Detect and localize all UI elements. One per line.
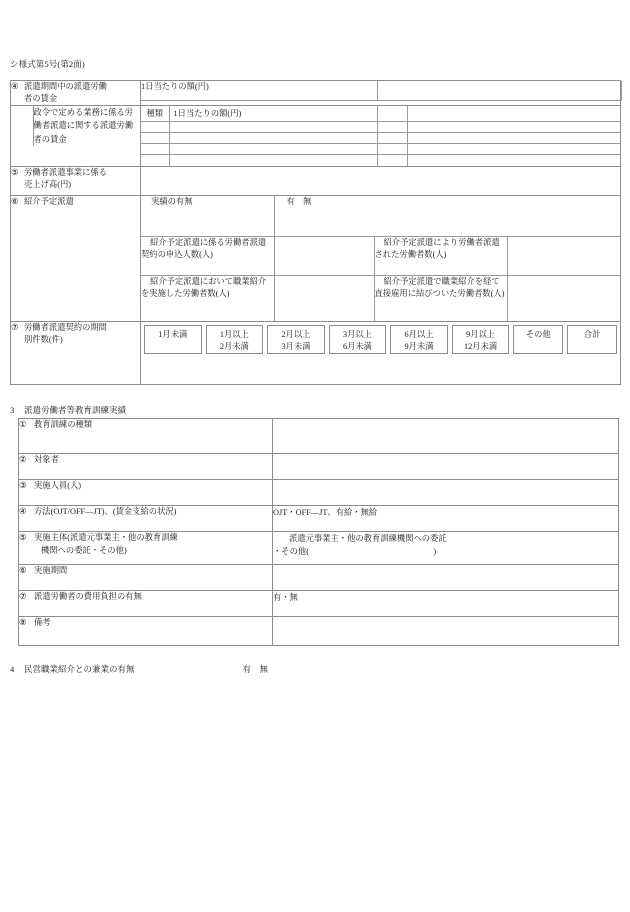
- period-box[interactable]: [390, 325, 448, 354]
- row4-label-cell: [11, 81, 141, 106]
- row6-subrow: [141, 236, 621, 275]
- period-label-line1: 3月以上: [342, 329, 372, 339]
- row6-sub1-left-input[interactable]: [274, 236, 374, 275]
- s3-row7-value[interactable]: 有・無: [273, 591, 619, 617]
- table-row-contract-periods: [11, 321, 621, 384]
- s3-row6-label-text: 実施期間: [34, 566, 68, 575]
- row4-index: ④: [11, 82, 19, 91]
- s3-row4-label-text: 方法(OJT/OFF—JT)、(賃金支給の状況): [34, 507, 177, 516]
- s3-row1-label-text: 教育訓練の種類: [34, 420, 93, 429]
- row6-sub2-left-label: 紹介予定派遣において職業紹介を実施した労働者数(人): [141, 275, 274, 321]
- row6-performance-row: [141, 196, 621, 237]
- s3-row5-index: ⑤: [19, 533, 27, 542]
- s3-row1-label: [19, 419, 273, 454]
- row6-content-cell: [141, 195, 621, 321]
- row4-inner-grid: [141, 81, 622, 101]
- row4-sub-label: 政令で定める業務に係る労働者派遣に関する派遣労働者の賃金: [33, 106, 140, 146]
- row4-kind-input-4[interactable]: [141, 155, 169, 166]
- row4-sub-indent-spacer: [11, 106, 33, 146]
- s3-row4-label: [19, 506, 273, 532]
- period-label-line1: 6月以上: [404, 329, 434, 339]
- s3-row2-label: [19, 454, 273, 480]
- period-label-line1: 合計: [583, 329, 601, 339]
- period-box[interactable]: [452, 325, 510, 354]
- row4-amount-input-4[interactable]: [169, 155, 377, 166]
- table-row: [19, 506, 619, 532]
- s3-row5-value-line2: ・その他( ): [273, 547, 437, 557]
- table-row-intro-dispatch: [11, 195, 621, 321]
- row4-blank-entry[interactable]: [141, 155, 621, 166]
- table-row: [19, 454, 619, 480]
- s3-row6-label: [19, 565, 273, 591]
- s3-row3-label: [19, 480, 273, 506]
- s3-row6-value[interactable]: [273, 565, 619, 591]
- period-box-total[interactable]: [567, 325, 617, 354]
- section3-heading: [10, 404, 126, 416]
- s3-row4-value[interactable]: OJT・OFF—JT、有給・無給: [273, 506, 619, 532]
- row4-extra-input-2a[interactable]: [377, 133, 407, 144]
- row7-label-cell: [11, 321, 141, 384]
- row4-sub-label-cell: [11, 106, 141, 167]
- s3-row1-index: ①: [19, 420, 27, 429]
- row6-sub1-right-input[interactable]: [507, 236, 621, 275]
- row4-label-line1: 派遣期間中の派遣労働: [24, 82, 107, 91]
- form-code-label: シ様式第5号(第2面): [10, 59, 85, 69]
- row4-extra-input-1b[interactable]: [407, 122, 621, 133]
- row4-sub-label-grid: [11, 106, 140, 146]
- period-box-other[interactable]: [513, 325, 563, 354]
- row4-amount-input-1[interactable]: [169, 122, 377, 133]
- row4-extra-input-3a[interactable]: [377, 144, 407, 155]
- s3-row8-value[interactable]: [273, 617, 619, 646]
- row5-index: ⑤: [11, 167, 19, 177]
- row5-label-line1: 労働者派遣事業に係る: [24, 167, 107, 177]
- training-record-table: [18, 418, 619, 646]
- row6-label-cell: [11, 195, 141, 321]
- row5-label-line2: 売上げ高(円): [24, 179, 72, 189]
- period-box-strip: [141, 322, 620, 357]
- table-row: [19, 565, 619, 591]
- dispatch-summary-table: [10, 80, 621, 385]
- row4-kind-input-3[interactable]: [141, 144, 169, 155]
- table-row-wage-period: [11, 81, 621, 106]
- table-row: [19, 419, 619, 454]
- table-row-sales: [11, 166, 621, 195]
- row5-value-input[interactable]: [141, 166, 621, 195]
- s3-row3-value[interactable]: [273, 480, 619, 506]
- s3-row7-label-text: 派遣労働者の費用負担の有無: [34, 592, 142, 601]
- section4-answer[interactable]: 有 無: [242, 664, 269, 674]
- row4-amount-input-2[interactable]: [169, 133, 377, 144]
- row4-extra-input-3b[interactable]: [407, 144, 621, 155]
- table-row: [19, 617, 619, 646]
- row7-label-line2: 別件数(件): [24, 334, 63, 344]
- s3-row5-value[interactable]: [273, 532, 619, 565]
- row7-index: ⑦: [11, 322, 19, 332]
- row4-kind-input-1[interactable]: [141, 122, 169, 133]
- row6-performance-value[interactable]: 有 無: [274, 196, 621, 237]
- row6-sub1-right-label: 紹介予定派遣により労働者派遣された労働者数(人): [374, 236, 507, 275]
- row6-label: 紹介予定派遣: [24, 196, 74, 206]
- row4-label-line2: 者の賃金: [24, 94, 58, 104]
- s3-row3-label-text: 実施人員(人): [34, 481, 82, 490]
- section4-number: 4: [10, 664, 15, 674]
- section3-title: 派遣労働者等教育訓練実績: [24, 405, 127, 415]
- row6-sub1-left-label: 紹介予定派遣に係る労働者派遣契約の申込人数(人): [141, 236, 274, 275]
- s3-row7-label: [19, 591, 273, 617]
- row4-sub-grid: [141, 106, 621, 166]
- row6-inner-grid: [141, 196, 621, 321]
- s3-row8-label-text: 備考: [34, 618, 51, 627]
- s3-row1-value[interactable]: [273, 419, 619, 454]
- row4-kind-header: 種類: [141, 106, 169, 122]
- period-label-line1: 9月以上: [466, 329, 496, 339]
- period-label-line1: 1月未満: [158, 329, 188, 339]
- row6-sub2-left-input[interactable]: [274, 275, 374, 321]
- row4-header-blank: [377, 81, 621, 101]
- period-label-line2: 2月未満: [219, 341, 249, 351]
- row4-sub-value-cell: [141, 106, 621, 167]
- s3-row2-value[interactable]: [273, 454, 619, 480]
- period-label-line2: 9月未満: [404, 341, 434, 351]
- table-row: [19, 591, 619, 617]
- period-box[interactable]: [144, 325, 202, 354]
- row6-sub2-right-label: 紹介予定派遣で職業紹介を経て直接雇用に結びついた労働者数(人): [374, 275, 507, 321]
- s3-row5-value-line1: 派遣元事業主・他の教育訓練機関への委託: [289, 534, 447, 543]
- row4-extra-input-4b[interactable]: [407, 155, 621, 166]
- row6-performance-label: 実績の有無: [141, 196, 274, 237]
- s3-row3-index: ③: [19, 481, 27, 490]
- row4-extra-input-4a[interactable]: [377, 155, 407, 166]
- s3-row5-label-line1: 実施主体(派遣元事業主・他の教育訓練: [34, 533, 178, 542]
- s3-row5-label: [19, 532, 273, 565]
- row4-sub-header-blank-2: [407, 106, 621, 122]
- row6-index: ⑥: [11, 196, 19, 206]
- s3-row5-label-line2: 機関への委託・その他): [41, 545, 127, 555]
- s3-row4-index: ④: [19, 507, 27, 516]
- s3-row8-label: [19, 617, 273, 646]
- period-label-line1: その他: [525, 329, 551, 339]
- period-label-line1: 2月以上: [281, 329, 311, 339]
- s3-row7-index: ⑦: [19, 592, 27, 601]
- section4-line: [10, 663, 268, 675]
- row4-header-row: [141, 81, 621, 101]
- table-row: [19, 532, 619, 565]
- s3-row6-index: ⑥: [19, 566, 27, 575]
- s3-row8-index: ⑧: [19, 618, 27, 627]
- period-label-line2: 12月未満: [463, 341, 498, 351]
- s3-row2-label-text: 対象者: [34, 455, 59, 464]
- row7-label-line1: 労働者派遣契約の期間: [24, 322, 107, 332]
- table-row: [19, 480, 619, 506]
- table-row-designated-work-wage: [11, 106, 621, 167]
- period-label-line1: 1月以上: [219, 329, 249, 339]
- row4-value-cell: [141, 81, 621, 106]
- period-label-line2: 6月未満: [342, 341, 372, 351]
- row4-sub-header-blank-1: [377, 106, 407, 122]
- period-box[interactable]: [206, 325, 264, 354]
- row4-sub-header-row: [141, 106, 621, 122]
- row4-daily-amount-header: 1日当たりの額(円): [141, 81, 377, 101]
- row4-kind-input-2[interactable]: [141, 133, 169, 144]
- s3-row2-index: ②: [19, 455, 27, 464]
- row4-amount-input-3[interactable]: [169, 144, 377, 155]
- period-box[interactable]: [267, 325, 325, 354]
- row4-amount-header: 1日当たりの額(円): [169, 106, 377, 122]
- row4-extra-input-2b[interactable]: [407, 133, 621, 144]
- period-label-line2: 3月未満: [281, 341, 311, 351]
- section3-number: 3: [10, 405, 15, 415]
- row4-blank-entry[interactable]: [141, 122, 621, 133]
- row7-boxes-cell: [141, 321, 621, 384]
- period-box[interactable]: [329, 325, 387, 354]
- row4-blank-entry[interactable]: [141, 144, 621, 155]
- row4-blank-entry[interactable]: [141, 133, 621, 144]
- row6-subrow: [141, 275, 621, 321]
- row5-label-cell: [11, 166, 141, 195]
- row6-sub2-right-input[interactable]: [507, 275, 621, 321]
- row4-extra-input-1a[interactable]: [377, 122, 407, 133]
- section4-title: 民営職業紹介との兼業の有無: [24, 664, 135, 674]
